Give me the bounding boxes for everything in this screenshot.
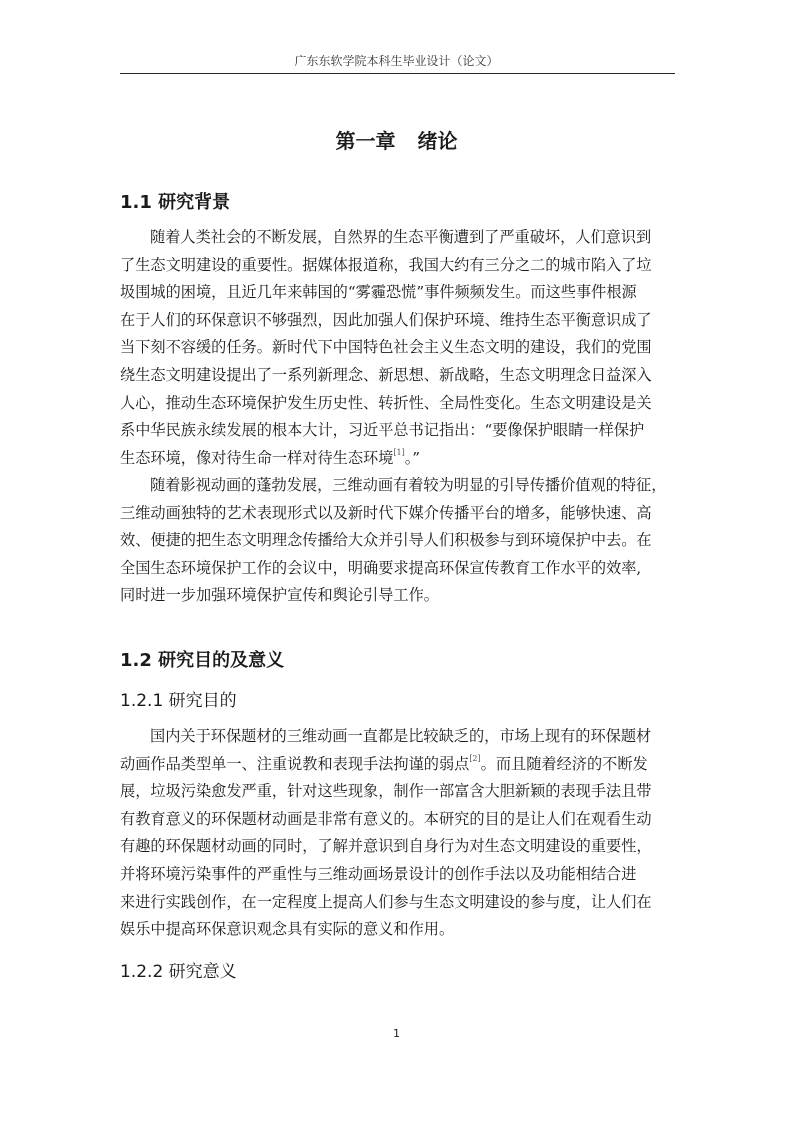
paragraph-background-2: 随着影视动画的蓬勃发展，三维动画有着较为明显的引导传播价值观的特征， 三维动画独特的艺术表现形式以及新时代下媒介传播平台的增多，能够快速、高 效、便捷的把生态文明理念传播给大众并引导人们积极参与到环境保护中去。在 全国生态环境保护工作的会议中，明确要求提高环保宣传教育工作水平的效率, 同时进一步加强环境保护宣传和舆论引导工作。 xyxy=(120,476,667,605)
section-heading-1-1: 1.1 研究背景 xyxy=(120,192,231,213)
chapter-name: 绪论 xyxy=(417,129,458,153)
page-number: 1 xyxy=(393,1027,400,1040)
chapter-title xyxy=(0,125,793,154)
running-header: 广东东软学院本科生毕业设计（论文） xyxy=(294,54,499,68)
header-rule xyxy=(120,73,675,74)
citation-2: [2] xyxy=(469,753,481,763)
subsection-heading-1-2-1: 1.2.1 研究目的 xyxy=(120,691,237,711)
chapter-number: 第一章 xyxy=(335,129,396,153)
paragraph-background-1: 随着人类社会的不断发展，自然界的生态平衡遭到了严重破坏，人们意识到 了生态文明建设的重要性。据媒体报道称，我国大约有三分之二的城市陷入了垃 圾围城的困境，且近几年来韩国的“雾霾恐慌”事件频频发生。而这些事件根源 在于人们的环保意识不够强烈，因此加强人们保护环境、维持生态平衡意识成了 当下刻不容缓的任务。新时代下中国特色社会主义生态文明的建设，我们的党围 绕生态文明建设提出了一系列新理念、新思想、新战略，生态文明理念日益深入 人心，推动生态环境保护发生历史性、转折性、全局性变化。生态文明建设是关 系中华民族永续发展的根本大计，习近平总书记指出：“要像保护眼睛一样保护 生态环境，像对待生命一样对待生态环境[1]。” xyxy=(120,228,652,467)
section-heading-1-2: 1.2 研究目的及意义 xyxy=(120,650,285,671)
paragraph-purpose: 国内关于环保题材的三维动画一直都是比较缺乏的，市场上现有的环保题材 动画作品类型单一、注重说教和表现手法拘谨的弱点[2]。而且随着经济的不断发 展，垃圾污染愈发严重，针对这些现象，制作一部富含大胆新颖的表现手法且带 有教育意义的环保题材动画是非常有意义的。本研究的目的是让人们在观看生动 有趣的环保题材动画的同时，了解并意识到自身行为对生态文明建设的重要性， 并将环境污染事件的严重性与三维动画场景设计的创作手法以及功能相结合进 来进行实践创作，在一定程度上提高人们参与生态文明建设的参与度，让人们在 娱乐中提高环保意识观念具有实际的意义和作用。 xyxy=(120,727,652,939)
citation-1: [1] xyxy=(393,447,405,457)
subsection-heading-1-2-2: 1.2.2 研究意义 xyxy=(120,962,237,982)
